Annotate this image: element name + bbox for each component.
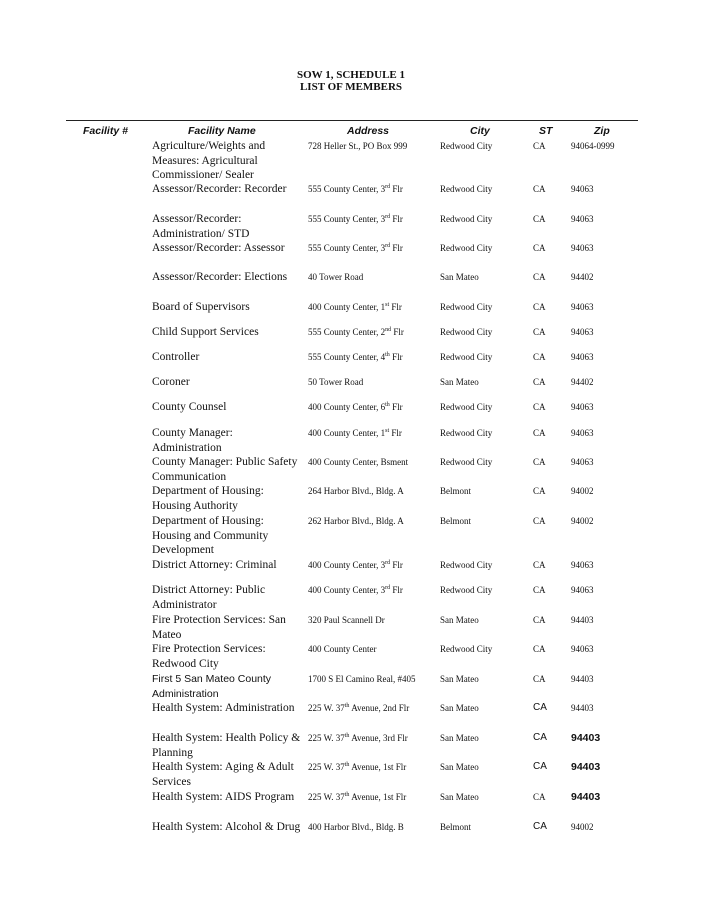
document-title: SOW 1, SCHEDULE 1: [297, 69, 405, 81]
facility-state: CA: [533, 352, 546, 362]
facility-zip: 94403: [571, 791, 601, 803]
column-header-facility-name: Facility Name: [188, 125, 256, 137]
facility-state: CA: [533, 674, 546, 684]
facility-state: CA: [533, 272, 546, 282]
facility-name: Fire Protection Services: Redwood City: [152, 643, 266, 670]
facility-state: CA: [533, 560, 546, 570]
facility-zip: 94063: [571, 302, 594, 312]
facility-address: 555 County Center, 3rd Flr: [308, 214, 403, 224]
facility-zip: 94063: [571, 352, 594, 362]
facility-name: Fire Protection Services: San Mateo: [152, 614, 286, 641]
facility-zip: 94063: [571, 560, 594, 570]
column-header-facility-number: Facility #: [83, 125, 128, 137]
facility-city: San Mateo: [440, 733, 479, 743]
facility-address: 400 County Center, 1st Flr: [308, 428, 402, 438]
header-rule: [66, 120, 638, 121]
facility-address: 225 W. 37th Avenue, 1st Flr: [308, 762, 407, 772]
facility-zip: 94002: [571, 822, 594, 832]
facility-name: Health System: Aging & Adult Services: [152, 761, 294, 788]
facility-address: 225 W. 37th Avenue, 1st Flr: [308, 792, 407, 802]
facility-address: 728 Heller St., PO Box 999: [308, 141, 408, 151]
facility-zip: 94403: [571, 703, 594, 713]
facility-state: CA: [533, 377, 546, 387]
facility-city: Belmont: [440, 822, 471, 832]
facility-zip: 94063: [571, 402, 594, 412]
facility-state: CA: [533, 302, 546, 312]
facility-city: Redwood City: [440, 327, 493, 337]
facility-city: Redwood City: [440, 457, 493, 467]
facility-name: Health System: Administration: [152, 702, 295, 714]
facility-address: 225 W. 37th Avenue, 3rd Flr: [308, 733, 408, 743]
facility-state: CA: [533, 402, 546, 412]
facility-address: 320 Paul Scannell Dr: [308, 615, 385, 625]
facility-name: Health System: Health Policy & Planning: [152, 732, 301, 759]
facility-city: Redwood City: [440, 141, 493, 151]
facility-city: Redwood City: [440, 585, 493, 595]
facility-name: Coroner: [152, 376, 190, 388]
facility-state: CA: [533, 644, 546, 654]
facility-address: 555 County Center, 4th Flr: [308, 352, 403, 362]
facility-address: 262 Harbor Blvd., Bldg. A: [308, 516, 404, 526]
facility-address: 40 Tower Road: [308, 272, 364, 282]
facility-address: 400 Harbor Blvd., Bldg. B: [308, 822, 404, 832]
facility-zip: 94403: [571, 732, 601, 744]
facility-name: Assessor/Recorder: Elections: [152, 271, 288, 283]
facility-zip: 94403: [571, 761, 601, 773]
facility-name: Controller: [152, 351, 200, 363]
facility-city: Belmont: [440, 486, 471, 496]
facility-zip: 94063: [571, 457, 594, 467]
facility-city: Redwood City: [440, 184, 493, 194]
facility-name: County Manager: Administration: [152, 427, 233, 454]
facility-name: First 5 San Mateo County Administration: [152, 673, 272, 700]
facility-name: Assessor/Recorder: Recorder: [152, 183, 287, 195]
facility-name: County Manager: Public Safety Communication: [152, 456, 298, 483]
facility-state: CA: [533, 457, 546, 467]
facility-address: 400 County Center, Bsment: [308, 457, 409, 467]
facility-zip: 94063: [571, 214, 594, 224]
facility-zip: 94063: [571, 428, 594, 438]
facility-zip: 94063: [571, 327, 594, 337]
facility-zip: 94402: [571, 377, 594, 387]
facility-address: 1700 S El Camino Real, #405: [308, 674, 416, 684]
facility-city: San Mateo: [440, 615, 479, 625]
facility-zip: 94403: [571, 615, 594, 625]
facility-city: Redwood City: [440, 644, 493, 654]
facility-address: 400 County Center, 3rd Flr: [308, 560, 403, 570]
facility-city: San Mateo: [440, 792, 479, 802]
facility-state: CA: [533, 702, 547, 713]
facility-name: Department of Housing: Housing and Community Development: [152, 515, 269, 557]
facility-state: CA: [533, 585, 546, 595]
facility-name: Agriculture/Weights and Measures: Agricultural Commissioner/ Sealer: [152, 140, 266, 182]
facility-name: Board of Supervisors: [152, 301, 250, 313]
facility-zip: 94002: [571, 516, 594, 526]
facility-name: Assessor/Recorder: Assessor: [152, 242, 285, 254]
facility-address: 555 County Center, 2nd Flr: [308, 327, 404, 337]
facility-address: 400 County Center: [308, 644, 377, 654]
facility-state: CA: [533, 516, 546, 526]
column-header-st: ST: [539, 125, 553, 137]
facility-name: District Attorney: Criminal: [152, 559, 277, 571]
facility-state: CA: [533, 486, 546, 496]
facility-address: 50 Tower Road: [308, 377, 364, 387]
facility-zip: 94063: [571, 243, 594, 253]
facility-name: Health System: Alcohol & Drug: [152, 821, 301, 833]
facility-city: Redwood City: [440, 428, 493, 438]
facility-address: 555 County Center, 3rd Flr: [308, 243, 403, 253]
facility-zip: 94063: [571, 644, 594, 654]
facility-address: 400 County Center, 3rd Flr: [308, 585, 403, 595]
facility-address: 400 County Center, 1st Flr: [308, 302, 402, 312]
facility-name: Child Support Services: [152, 326, 259, 338]
facility-state: CA: [533, 184, 546, 194]
facility-state: CA: [533, 141, 546, 151]
facility-address: 264 Harbor Blvd., Bldg. A: [308, 486, 404, 496]
facility-address: 555 County Center, 3rd Flr: [308, 184, 403, 194]
facility-city: San Mateo: [440, 762, 479, 772]
facility-state: CA: [533, 821, 547, 832]
facility-state: CA: [533, 214, 546, 224]
facility-name: District Attorney: Public Administrator: [152, 584, 266, 611]
facility-name: Assessor/Recorder: Administration/ STD: [152, 213, 250, 240]
facility-address: 400 County Center, 6th Flr: [308, 402, 403, 412]
document-subtitle: LIST OF MEMBERS: [299, 81, 403, 93]
facility-name: Department of Housing: Housing Authority: [152, 485, 264, 512]
facility-city: Redwood City: [440, 402, 493, 412]
facility-zip: 94002: [571, 486, 594, 496]
facility-state: CA: [533, 761, 547, 772]
column-header-city: City: [470, 125, 490, 137]
facility-city: Redwood City: [440, 560, 493, 570]
facility-city: Redwood City: [440, 214, 493, 224]
facility-state: CA: [533, 327, 546, 337]
facility-zip: 94402: [571, 272, 594, 282]
facility-city: Redwood City: [440, 243, 493, 253]
facility-zip: 94063: [571, 585, 594, 595]
facility-address: 225 W. 37th Avenue, 2nd Flr: [308, 703, 410, 713]
facility-state: CA: [533, 732, 547, 743]
facility-state: CA: [533, 615, 546, 625]
facility-city: San Mateo: [440, 377, 479, 387]
column-header-address: Address: [347, 125, 390, 137]
facility-name: Health System: AIDS Program: [152, 791, 295, 803]
facility-state: CA: [533, 428, 546, 438]
facility-name: County Counsel: [152, 401, 227, 413]
facility-zip: 94403: [571, 674, 594, 684]
facility-state: CA: [533, 243, 546, 253]
facility-city: Redwood City: [440, 302, 493, 312]
facility-city: Belmont: [440, 516, 471, 526]
facility-zip: 94063: [571, 184, 594, 194]
facility-city: San Mateo: [440, 674, 479, 684]
facility-city: San Mateo: [440, 272, 479, 282]
facility-state: CA: [533, 792, 546, 802]
facility-city: Redwood City: [440, 352, 493, 362]
column-header-zip: Zip: [594, 125, 610, 137]
facility-zip: 94064-0999: [571, 141, 615, 151]
facility-city: San Mateo: [440, 703, 479, 713]
